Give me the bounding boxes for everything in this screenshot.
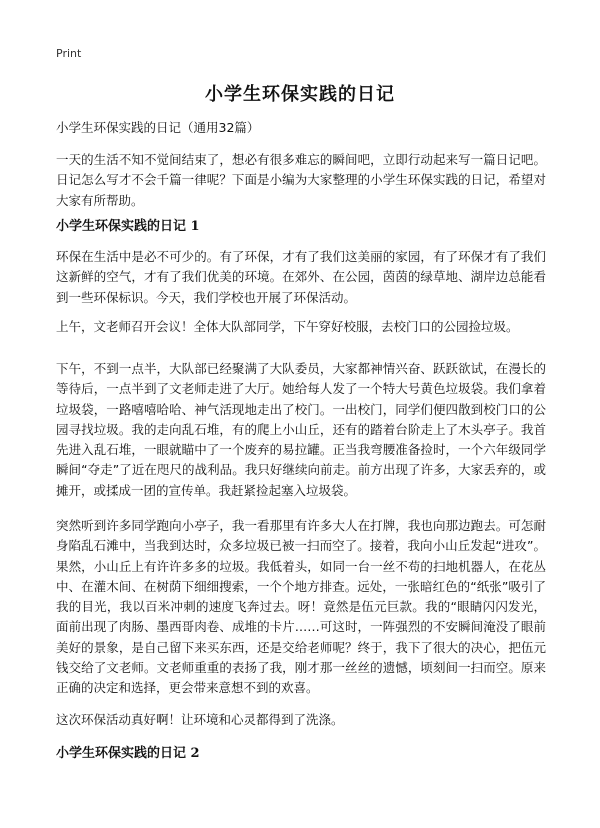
- paragraph-5: 这次环保活动真好啊！让环境和心灵都得到了洗涤。: [56, 712, 344, 727]
- section-heading-2: 小学生环保实践的日记 2: [56, 746, 200, 761]
- page-title: 小学生环保实践的日记: [205, 84, 395, 105]
- paragraph-3: 下午，不到一点半，大队部已经聚满了大队委员，大家都神情兴奋、跃跃欲试，在漫长的等待后，一点半到了文老师走进了大厅。她给每人发了一个特大号黄色垃圾袋。我们拿着垃圾袋，一路嘻嘻哈哈、神气活现地走出了校门。一出校门，同学们便四散到校门口的公园寻找垃圾。我的走向乱石堆，有的爬上小山丘，还有的踏着台阶走上了木头亭子。我首先进入乱石堆，一眼就瞄中了一个废弃的易拉罐。正当我弯腰准备捡时，一个六年级同学瞬间“夺走”了近在咫尺的战利品。我只好继续向前走。前方出现了许多，大家丢弃的，或摊开，或揉成一团的宣传单。我赶紧捡起塞入垃圾袋。: [56, 361, 546, 498]
- paragraph-2: 上午，文老师召开会议！全体大队部同学，下午穿好校服，去校门口的公园捡垃圾。: [56, 319, 519, 334]
- intro-paragraph: 一天的生活不知不觉间结束了，想必有很多难忘的瞬间吧，立即行动起来写一篇日记吧。日记怎么写才不会千篇一律呢？下面是小编为大家整理的小学生环保实践的日记，希望对大家有所帮助。: [56, 152, 546, 208]
- paragraph-4: 突然听到许多同学跑向小亭子，我一看那里有许多大人在打牌，我也向那边跑去。可怎耐身陷乱石滩中，当我到达时，众多垃圾已被一扫而空了。接着，我向小山丘发起“进攻”。果然，小山丘上有许许多多的垃圾。我低着头，如同一台一丝不苟的扫地机器人，在花丛中、在灌木间、在树荫下细细搜索，一个个地方排查。远处，一张暗红色的“纸张”吸引了我的目光，我以百米冲刺的速度飞奔过去。呀！竟然是伍元巨款。我的“眼睛闪闪发光，面前出现了肉肠、墨西哥肉卷、成堆的卡片……可这时，一阵强烈的不安瞬间淹没了眼前美好的景象，是自己留下来买东西，还是交给老师呢？终于，我下了很大的决心，把伍元钱交给了文老师。文老师重重的表扬了我，刚才那一丝丝的遗憾，顷刻间一扫而空。原来正确的决定和选择，更会带来意想不到的欢喜。: [56, 518, 546, 696]
- doc-subtitle: 小学生环保实践的日记（通用32篇）: [56, 120, 260, 135]
- paragraph-1: 环保在生活中是必不可少的。有了环保，才有了我们这美丽的家园，有了环保才有了我们这新鲜的空气，才有了我们优美的环境。在郊外、在公园，茵茵的绿草地、湖岸边总能看到一些环保标识。今天，我们学校也开展了环保活动。: [56, 249, 546, 305]
- print-link[interactable]: Print: [56, 47, 82, 60]
- section-heading-1: 小学生环保实践的日记 1: [56, 219, 200, 234]
